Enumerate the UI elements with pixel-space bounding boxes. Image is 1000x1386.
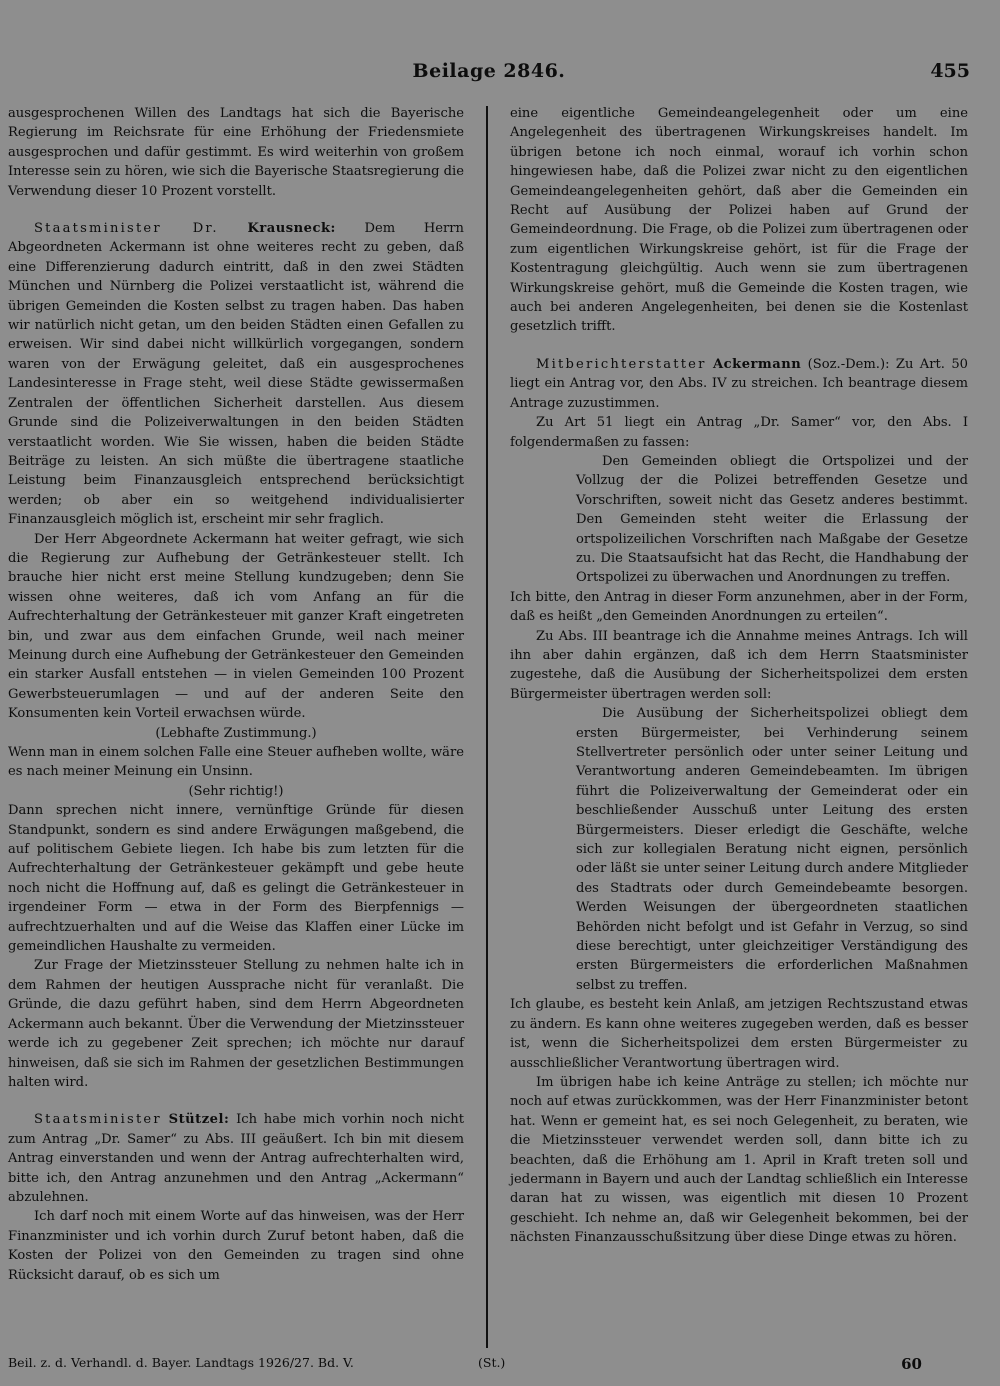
left-column — [8, 104, 464, 1285]
paragraph: eine eigentliche Gemeindeangelegenheit oder um eine Angelegenheit des übertragenen Wirkungskreises handelt. Im übrigen betone ich noch einmal, worauf ich vorhin schon hingewiesen habe, daß die Polizei zwar nicht zu den eigentlichen Gemeindeangelegenheiten gehört, daß aber die Gemeinden ein Recht auf Ausübung der Polizei haben auf Grund der Gemeindeordnung. Die Frage, ob die Polizei zum übertragenen oder zum eigentlichen Wirkungskreise gehört, ist für die Frage der Kostentragung gleichgültig. Auch wenn sie zum übertragenen Wirkungskreise gehört, muß die Gemeinde die Kosten tragen, wie auch bei anderen Angelegenheiten, bei denen sie die Kostenlast gesetzlich trifft. — [510, 106, 968, 335]
paragraph: Der Herr Abgeordnete Ackermann hat weiter gefragt, wie sich die Regierung zur Aufhebung der Getränkesteuer stellt. Ich brauche hier nicht erst meine Stellung kundzugeben; denn Sie wissen ohne weiteres, daß ich vom Anfang an für die Aufrechterhaltung der Getränkesteuer mit ganzer Kraft eingetreten bin, und zwar aus dem einfachen Grunde, weil nach meiner Meinung durch eine Aufhebung der Getränkesteuer den Gemeinden ein starker Ausfall entstehen — in vielen Gemeinden 100 Prozent Gewerbsteuerumlagen — und auf der anderen Seite den Konsumenten kein Vorteil erwachsen würde. — [8, 531, 464, 722]
paragraph: Im übrigen habe ich keine Anträge zu stellen; ich möchte nur noch auf etwas zurückkommen, was der Herr Finanzminister betont hat. Wenn er gemeint hat, es sei noch Gelegenheit, zu beraten, wie die Mietzinssteuer verwendet werden soll, dann bitte ich zu beachten, daß die Erhöhung am 1. April in Kraft treten soll und jedermann in Bayern und auch der Landtag schließlich ein Interesse daran hat zu wissen, was eigentlich mit diesen 10 Prozent geschieht. Ich nehme an, daß wir Gelegenheit bekommen, bei der nächsten Finanzausschußsitzung über diese Dinge etwas zu hören. — [510, 1074, 968, 1246]
paragraph: Wenn man in einem solchen Falle eine Steuer aufheben wollte, wäre es nach meiner Meinung ein Unsinn. — [8, 745, 464, 780]
column-divider — [486, 106, 488, 1348]
paragraph: ausgesprochenen Willen des Landtags hat sich die Bayerische Regierung im Reichsrate für eine Erhöhung der Friedensmiete ausgesprochen und dafür gestimmt. Es wird weiterhin von großem Interesse sein zu hören, wie sich die Bayerische Staatsregierung die Verwendung dieser 10 Prozent vorstellt. — [8, 106, 464, 199]
supplement-title: Beilage 2846. — [412, 60, 566, 82]
speaker-title: Staatsminister Dr. — [34, 221, 219, 237]
paragraph: Zur Frage der Mietzinssteuer Stellung zu nehmen halte ich in dem Rahmen der heutigen Aussprache nicht für veranlaßt. Die Gründe, die dazu geführt haben, sind dem Herrn Abgeordneten Ackermann auch bekannt. Über die Verwendung der Mietzinssteuer werde ich zu gegebener Zeit sprechen; ich möchte nur darauf hinweisen, daß sie sich im Rahmen der gesetzlichen Bestimmungen halten wird. — [8, 958, 464, 1090]
speech-text: Ich habe mich vorhin noch nicht zum Antrag „Dr. Samer“ zu Abs. III geäußert. Ich bin mit diesem Antrag einverstanden und wenn der Antrag aufrechterhalten wird, bitte ich, den Antrag anzunehmen und den Antrag „Ackermann“ abzulehnen. — [8, 1112, 464, 1205]
footer-signature: (St.) — [478, 1355, 506, 1370]
speech-paragraph — [8, 219, 464, 530]
right-column — [510, 104, 968, 1248]
speech-text: Dem Herrn Abgeordneten Ackermann ist ohne weiteres recht zu geben, daß eine Differenzierung dadurch eintritt, daß in den zwei Städten München und Nürnberg die Polizei verstaatlicht ist, während die übrigen Gemeinden die Kosten selbst zu tragen haben. Das haben wir natürlich nicht getan, um den beiden Städten einen Gefallen zu erweisen. Wir sind dabei nicht willkürlich vorgegangen, sondern waren von der Erwägung geleitet, daß ein ausgesprochenes Landesinteresse in Frage steht, weil diese Städte gewissermaßen Zentralen der öffentlichen Sicherheit darstellen. Aus diesem Grunde sind die Polizeiverwaltungen in den beiden Städten verstaatlicht worden. Wie Sie wissen, haben die beiden Städte Beiträge zu leisten. An sich müßte die übertragene staatliche Leistung beim Finanzausgleich entsprechend berücksichtigt werden; ob aber ein so weitgehend individualisierter Finanzausgleich möglich ist, erscheint mir sehr fraglich. — [8, 221, 464, 528]
speech-paragraph — [510, 355, 968, 413]
quoted-motion: Den Gemeinden obliegt die Ortspolizei und der Vollzug der die Polizei betreffenden Gesetze und Vorschriften, soweit nicht das Gesetz anderes bestimmt. Den Gemeinden steht weiter die Erlassung der ortspolizeilichen Vorschriften nach Maßgabe der Gesetze zu. Die Staatsaufsicht hat das Recht, die Handhabung der Ortspolizei zu überwachen und Anordnungen zu treffen. — [576, 453, 968, 586]
paragraph: Dann sprechen nicht innere, vernünftige Gründe für diesen Standpunkt, sondern es sind andere Erwägungen maßgebend, die auf politischem Gebiete liegen. Ich habe bis zum letzten für die Aufrechterhaltung der Getränkesteuer gekämpft und gebe heute noch nicht die Hoffnung auf, daß es gelingt die Getränkesteuer in irgendeiner Form — etwa in der Form des Bierpfennigs — aufrechtzuerhalten und auf die Weise das Klaffen einer Lücke im gemeindlichen Haushalte zu vermeiden. — [8, 803, 464, 955]
interjection: (Sehr richtig!) — [188, 783, 284, 799]
speaker-name: Krausneck: — [247, 221, 336, 237]
quoted-motion: Die Ausübung der Sicherheitspolizei obliegt dem ersten Bürgermeister, bei Verhinderung seinem Stellvertreter persönlich oder unter seiner Leitung und Verantwortung anderen Gemeindebeamten. Im übrigen führt die Polizeiverwaltung der Gemeinderat oder ein beschließender Ausschuß unter Leitung des ersten Bürgermeisters. Dieser erledigt die Geschäfte, welche sich zur kollegialen Beratung nicht eignen, persönlich oder läßt sie unter seiner Leitung durch andere Mitglieder des Stadtrats oder durch Gemeindebeamte besorgen. Werden Weisungen der übergeordneten staatlichen Behörden nicht befolgt und ist Gefahr in Verzug, so sind diese berechtigt, unter gleichzeitiger Verständigung des ersten Bürgermeisters die erforderlichen Maßnahmen selbst zu treffen. — [576, 706, 968, 993]
speech-text: (Soz.-Dem.): Zu Art. 50 liegt ein Antrag vor, den Abs. IV zu streichen. Ich beantrage diesem Antrage zuzustimmen. — [510, 356, 968, 411]
footer-sheet-number: 60 — [901, 1355, 922, 1373]
paragraph: Ich darf noch mit einem Worte auf das hinweisen, was der Herr Finanzminister und ich vorhin durch Zuruf betont haben, daß die Kosten der Polizei von den Gemeinden zu tragen sind ohne Rücksicht darauf, ob es sich um — [8, 1209, 464, 1283]
speaker-name: Stützel: — [168, 1112, 230, 1128]
footer-citation: Beil. z. d. Verhandl. d. Bayer. Landtags 1926/27. Bd. V. — [8, 1355, 354, 1370]
paragraph: Ich glaube, es besteht kein Anlaß, am jetzigen Rechtszustand etwas zu ändern. Es kann ohne weiteres zugegeben werden, daß es besser ist, wenn die Sicherheitspolizei dem ersten Bürgermeister zu ausschließlicher Verantwortung übertragen wird. — [510, 997, 968, 1071]
speaker-name: Ackermann — [712, 356, 802, 372]
paragraph: Ich bitte, den Antrag in dieser Form anzunehmen, aber in der Form, daß es heißt „den Gemeinden Anordnungen zu erteilen“. — [510, 589, 968, 625]
paragraph: Zu Art 51 liegt ein Antrag „Dr. Samer“ vor, den Abs. I folgendermaßen zu fassen: — [510, 415, 968, 450]
speaker-title: Mitberichterstatter — [536, 356, 707, 372]
speech-paragraph — [8, 1110, 464, 1207]
speaker-title: Staatsminister — [34, 1112, 162, 1128]
page-footer — [8, 1355, 970, 1377]
interjection: (Lebhafte Zustimmung.) — [155, 725, 317, 741]
paragraph: Zu Abs. III beantrage ich die Annahme meines Antrags. Ich will ihn aber dahin ergänzen, daß ich dem Herrn Staatsminister zugestehe, daß die Ausübung der Sicherheitspolizei dem ersten Bürgermeister übertragen werden soll: — [510, 628, 968, 702]
page-header — [8, 60, 970, 88]
page-number: 455 — [930, 60, 970, 82]
